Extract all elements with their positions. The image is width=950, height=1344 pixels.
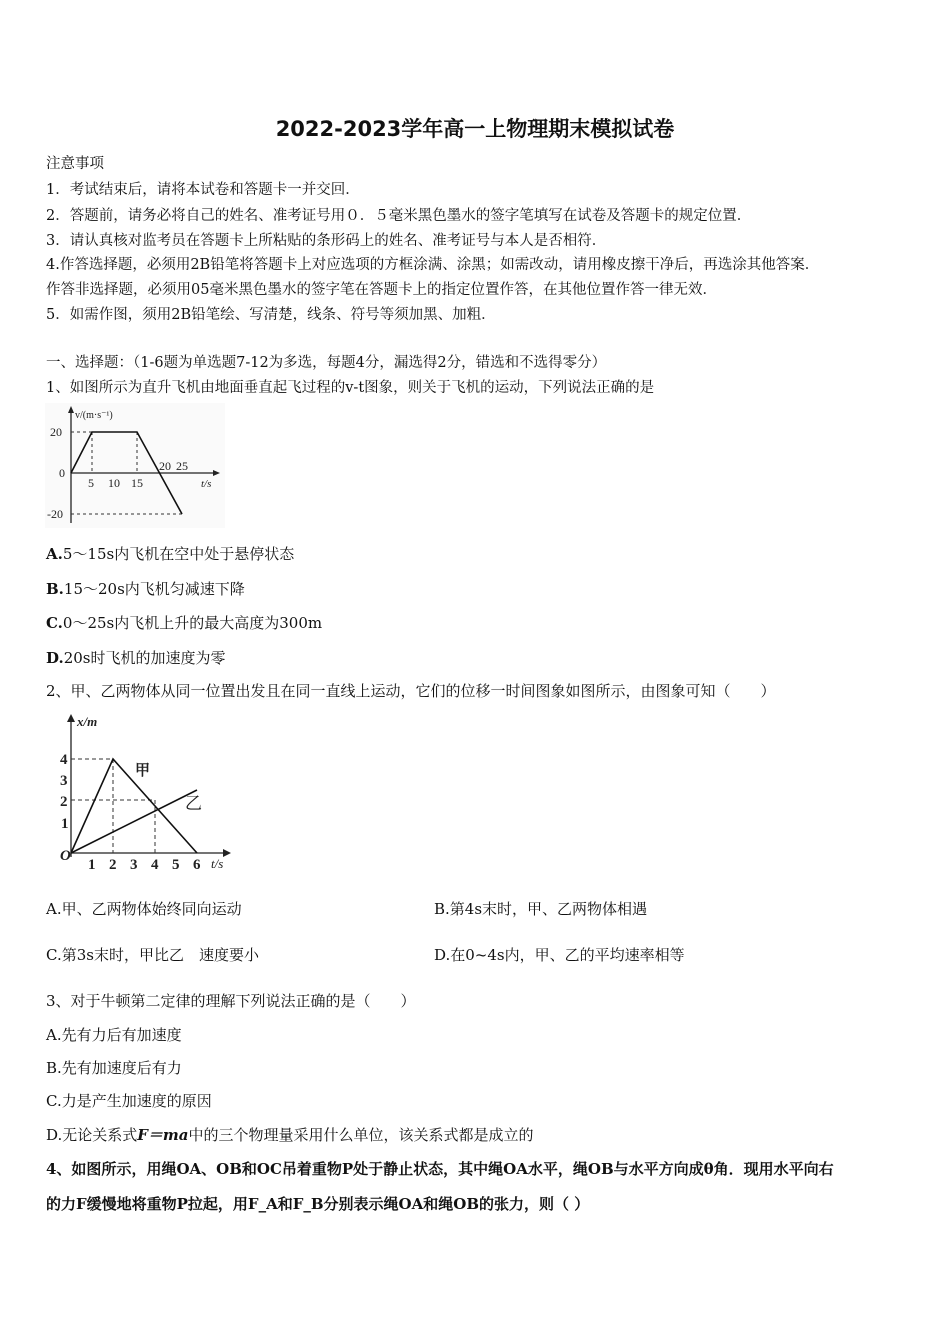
option-text: 中的三个物理量采用什么单位，该关系式都是成立的 [188, 1126, 534, 1144]
option-b [46, 578, 245, 599]
y-tick-label: 0 [59, 466, 65, 480]
notice-item: 作答非选择题，必须用05毫米黑色墨水的签字笔在答题卡上的指定位置作答，在其他位置作答一律无效． [46, 282, 717, 298]
option-letter: C. [46, 614, 63, 632]
vt-graph [45, 403, 225, 528]
option-a [46, 543, 294, 564]
formula: F＝ma [137, 1126, 189, 1144]
question-3-stem: 3、对于牛顿第二定律的理解下列说法正确的是（ ） [46, 992, 416, 1010]
x-tick-label: 6 [193, 857, 201, 872]
option-text: D.无论关系式 [46, 1126, 138, 1144]
question-4-stem-line1: 4、如图所示，用绳OA、OB和OC吊着重物P处于静止状态，其中绳OA水平，绳OB与水平方向成θ角．现用水平向右 [46, 1160, 834, 1178]
question-1-stem: 1、如图所示为直升飞机由地面垂直起飞过程的v-t图象，则关于飞机的运动，下列说法正确的是 [46, 380, 655, 396]
y-axis-label: v/(m·s⁻¹) [75, 410, 113, 421]
y-tick-label: 1 [61, 816, 69, 832]
x-tick-label: 1 [88, 857, 96, 872]
origin-label: O [60, 848, 71, 864]
x-axis-label: t/s [201, 478, 212, 490]
page-title: 2022-2023学年高一上物理期末模拟试卷 [275, 117, 675, 141]
option-a: A.先有力后有加速度 [46, 1026, 182, 1044]
xt-graph [55, 712, 245, 872]
option-b: B.先有加速度后有力 [46, 1059, 182, 1077]
x-tick-label: 10 [108, 476, 120, 490]
option-d [46, 1124, 534, 1145]
notice-item: 2．答题前，请务必将自己的姓名、准考证号用０．５毫米黑色墨水的签字笔填写在试卷及答题卡的规定位置． [46, 208, 752, 224]
question-2-stem: 2、甲、乙两物体从同一位置出发且在同一直线上运动，它们的位移一时间图象如图所示，由图象可知（ ） [46, 682, 776, 700]
y-tick-label: -20 [47, 507, 63, 521]
y-tick-label: 4 [60, 752, 68, 768]
y-tick-label: 3 [60, 773, 68, 789]
option-a: A.甲、乙两物体始终同向运动 [46, 900, 242, 918]
option-d: D.在0~4s内，甲、乙的平均速率相等 [434, 946, 685, 964]
option-c: C.力是产生加速度的原因 [46, 1092, 212, 1110]
option-text: 5～15s内飞机在空中处于悬停状态 [62, 545, 295, 563]
x-tick-label: 20 [159, 459, 171, 473]
option-text: 15～20s内飞机匀减速下降 [63, 580, 245, 598]
option-letter: A. [46, 545, 63, 563]
option-text: 20s时飞机的加速度为零 [63, 649, 226, 667]
notice-item: 3．请认真核对监考员在答题卡上所粘贴的条形码上的姓名、准考证号与本人是否相符． [46, 233, 607, 249]
question-4-stem-line2: 的力F缓慢地将重物P拉起，用F_A和F_B分别表示绳OA和绳OB的张力，则（ ） [46, 1195, 590, 1213]
x-tick-label: 4 [151, 857, 159, 872]
y-tick-label: 2 [60, 794, 68, 810]
option-c [46, 612, 322, 633]
series-label-jia: 甲 [135, 763, 151, 779]
option-letter: B. [46, 580, 64, 598]
section-heading: 一、选择题：（1-6题为单选题7-12为多选，每题4分，漏选得2分，错选和不选得零分） [46, 355, 607, 371]
x-tick-label: 2 [109, 857, 117, 872]
y-tick-label: 20 [50, 425, 62, 439]
notice-item: 5．如需作图，须用2B铅笔绘、写清楚，线条、符号等须加黑、加粗． [46, 307, 496, 323]
x-axis-label: t/s [211, 856, 224, 871]
notice-item: 4.作答选择题，必须用2B铅笔将答题卡上对应选项的方框涂满、涂黑；如需改动，请用橡皮擦干净后，再选涂其他答案． [46, 257, 820, 273]
option-letter: D. [46, 649, 64, 667]
notice-item: 1．考试结束后，请将本试卷和答题卡一并交回． [46, 182, 360, 198]
x-tick-label: 25 [176, 459, 188, 473]
option-b: B.第4s末时，甲、乙两物体相遇 [434, 900, 648, 918]
y-axis-label: x/m [77, 714, 98, 729]
x-tick-label: 5 [172, 857, 180, 872]
option-c: C.第3s末时，甲比乙 速度要小 [46, 946, 259, 964]
option-text: 0～25s内飞机上升的最大高度为300m [62, 614, 323, 632]
option-d [46, 647, 226, 668]
x-tick-label: 15 [131, 476, 143, 490]
x-tick-label: 3 [130, 857, 138, 872]
notice-heading: 注意事项 [46, 156, 104, 172]
x-tick-label: 5 [88, 476, 94, 490]
series-label-yi: 乙 [185, 794, 202, 813]
